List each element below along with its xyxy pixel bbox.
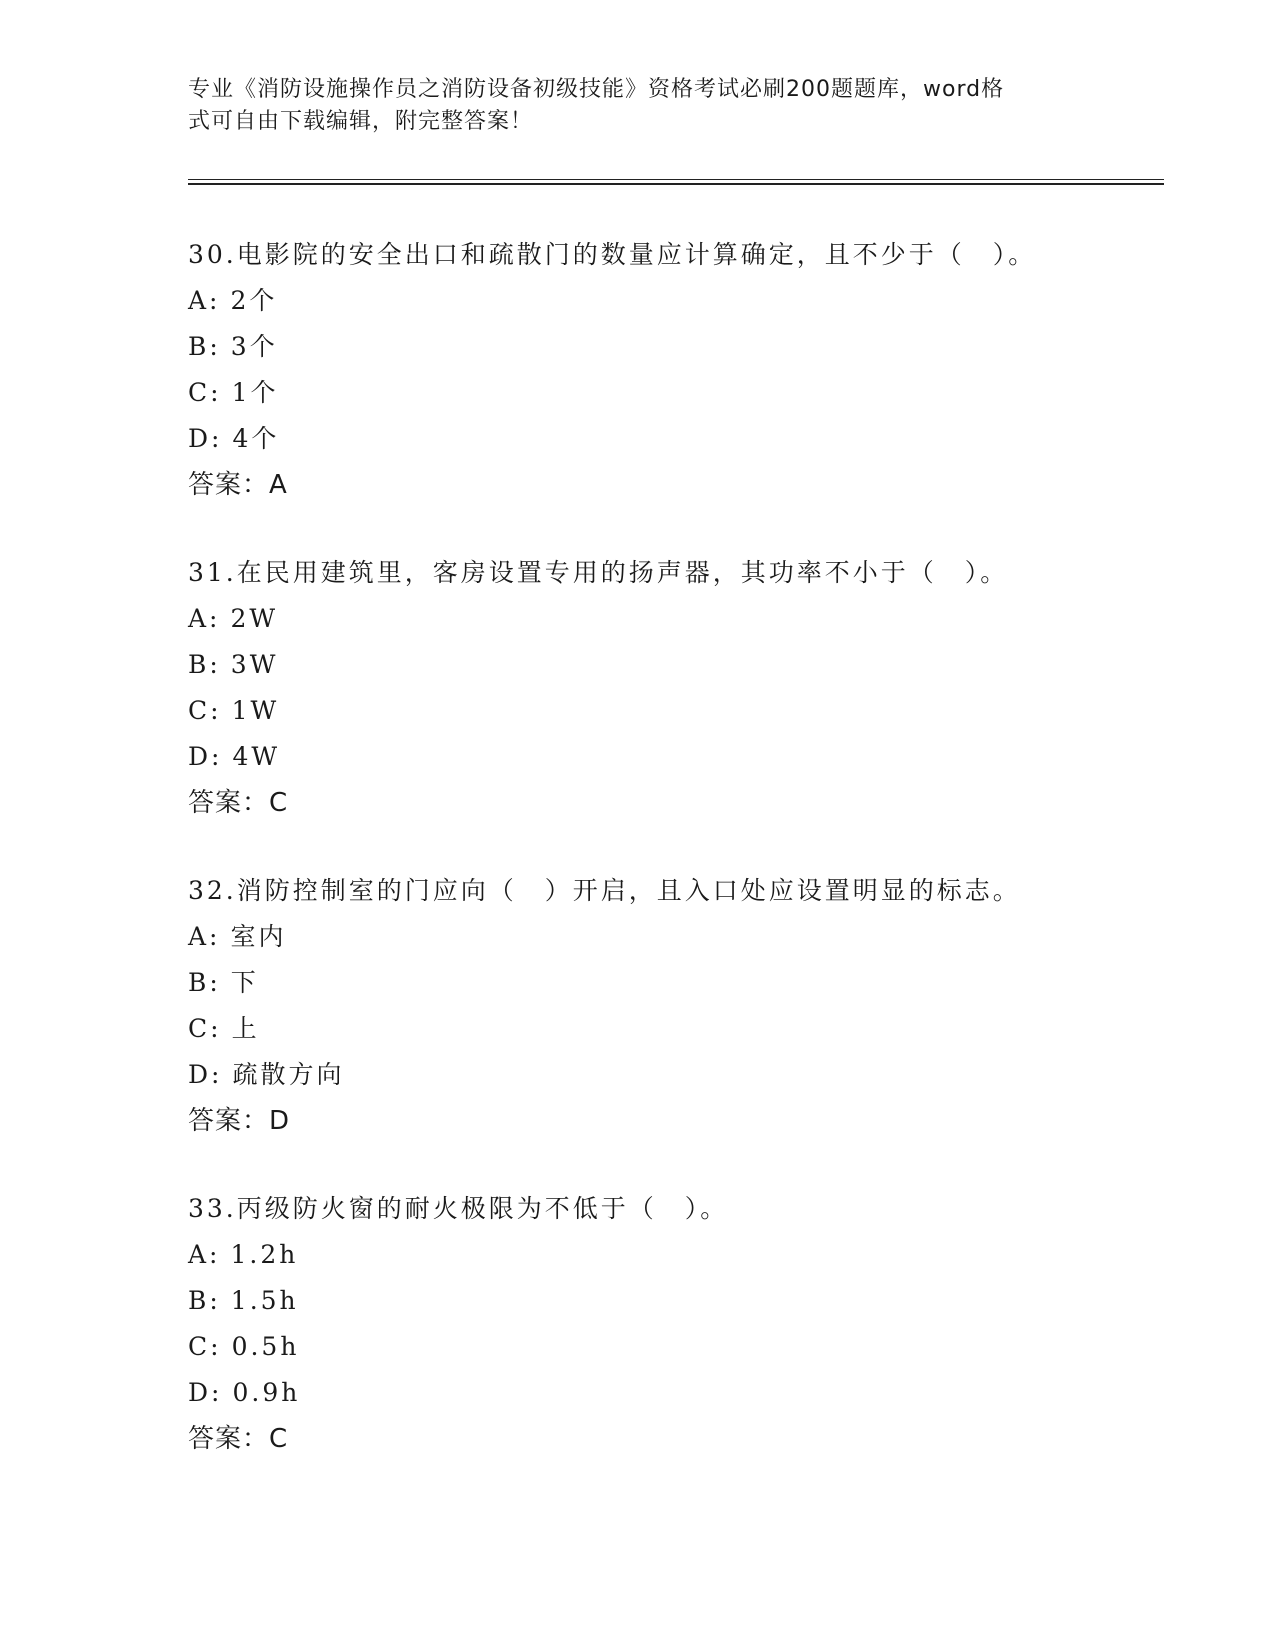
option-d xyxy=(188,734,1188,780)
option-text: 0.5h xyxy=(231,1332,300,1361)
header-line-1: 专业《消防设施操作员之消防设备初级技能》资格考试必刷200题题库，word格 xyxy=(188,77,1005,102)
document-header xyxy=(188,74,1088,138)
option-text: 疏散方向 xyxy=(232,1060,345,1089)
option-letter: A: xyxy=(188,1240,221,1269)
answer-value: C xyxy=(269,788,289,818)
option-b xyxy=(188,324,1188,370)
option-text: 3W xyxy=(230,650,279,679)
option-text: 下 xyxy=(230,968,259,997)
option-letter: A: xyxy=(188,604,221,633)
option-text: 2W xyxy=(230,604,279,633)
option-b xyxy=(188,960,1188,1006)
answer-value: A xyxy=(269,470,288,500)
question-stem: 33.丙级防火窗的耐火极限为不低于（ ）。 xyxy=(188,1194,729,1223)
option-a xyxy=(188,914,1188,960)
option-b xyxy=(188,1278,1188,1324)
question-32 xyxy=(188,868,1188,1144)
option-letter: C: xyxy=(188,378,222,407)
option-letter: B: xyxy=(188,1286,221,1315)
answer-value: D xyxy=(269,1106,291,1136)
option-text: 1.2h xyxy=(230,1240,299,1269)
option-text: 0.9h xyxy=(232,1378,301,1407)
option-c xyxy=(188,1006,1188,1052)
option-d xyxy=(188,1052,1188,1098)
option-a xyxy=(188,596,1188,642)
option-letter: D: xyxy=(188,742,223,771)
answer-line xyxy=(188,462,1188,508)
question-31 xyxy=(188,550,1188,826)
question-stem: 32.消防控制室的门应向（ ）开启，且入口处应设置明显的标志。 xyxy=(188,876,1021,905)
option-letter: C: xyxy=(188,696,222,725)
option-c xyxy=(188,1324,1188,1370)
option-letter: A: xyxy=(188,286,221,315)
option-text: 室内 xyxy=(230,922,287,951)
option-text: 4个 xyxy=(232,424,280,453)
option-text: 1.5h xyxy=(230,1286,299,1315)
answer-value: C xyxy=(269,1424,289,1454)
option-letter: D: xyxy=(188,424,223,453)
answer-line xyxy=(188,780,1188,826)
option-letter: A: xyxy=(188,922,221,951)
option-a xyxy=(188,278,1188,324)
option-text: 1个 xyxy=(231,378,279,407)
question-33 xyxy=(188,1186,1188,1462)
option-a xyxy=(188,1232,1188,1278)
option-letter: C: xyxy=(188,1014,222,1043)
question-stem: 31.在民用建筑里，客房设置专用的扬声器，其功率不小于（ ）。 xyxy=(188,558,1009,587)
answer-label: 答案： xyxy=(188,788,270,818)
option-letter: D: xyxy=(188,1378,223,1407)
option-b xyxy=(188,642,1188,688)
answer-label: 答案： xyxy=(188,1424,270,1454)
question-30 xyxy=(188,232,1188,508)
option-letter: C: xyxy=(188,1332,222,1361)
option-letter: B: xyxy=(188,968,221,997)
header-divider-thick xyxy=(188,183,1164,185)
option-text: 2个 xyxy=(230,286,278,315)
option-text: 1W xyxy=(231,696,280,725)
option-letter: B: xyxy=(188,650,221,679)
option-letter: B: xyxy=(188,332,221,361)
question-stem: 30.电影院的安全出口和疏散门的数量应计算确定，且不少于（ ）。 xyxy=(188,240,1037,269)
header-divider-thin xyxy=(188,179,1164,180)
answer-line xyxy=(188,1416,1188,1462)
option-text: 3个 xyxy=(230,332,278,361)
option-text: 上 xyxy=(231,1014,260,1043)
option-d xyxy=(188,1370,1188,1416)
answer-label: 答案： xyxy=(188,470,270,500)
option-c xyxy=(188,370,1188,416)
option-c xyxy=(188,688,1188,734)
answer-line xyxy=(188,1098,1188,1144)
answer-label: 答案： xyxy=(188,1106,270,1136)
header-line-2: 式可自由下载编辑，附完整答案！ xyxy=(188,109,534,134)
option-d xyxy=(188,416,1188,462)
option-letter: D: xyxy=(188,1060,223,1089)
option-text: 4W xyxy=(232,742,281,771)
